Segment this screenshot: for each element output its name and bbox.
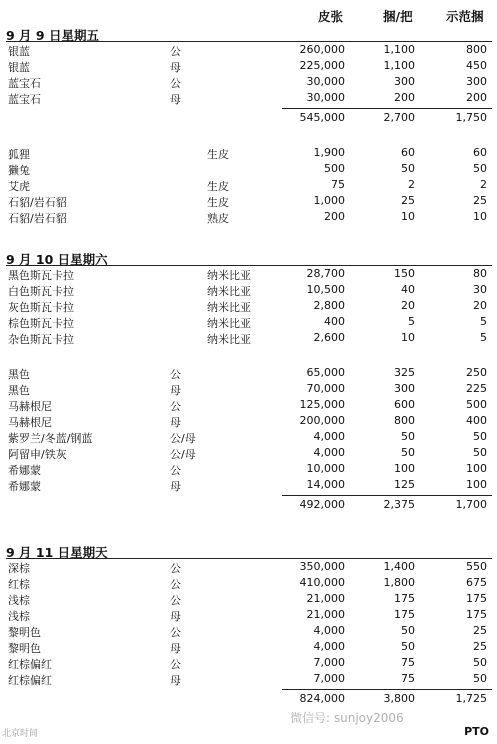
- watermark-text: 微信号: sunjoy2006: [290, 711, 404, 725]
- show-bundles-value: 80: [473, 267, 487, 280]
- table-row: [0, 59, 497, 74]
- pelts-value: 125,000: [299, 398, 345, 411]
- table-row: [0, 210, 497, 225]
- bundles-value: 25: [401, 194, 415, 207]
- pelts-value: 4,000: [313, 446, 345, 459]
- pelts-value: 70,000: [306, 382, 345, 395]
- bundles-value: 2: [408, 178, 415, 191]
- day-header-rule: [6, 265, 492, 266]
- pelts-value: 10,000: [306, 462, 345, 475]
- fur-type-name: 獭兔: [8, 164, 30, 177]
- bundles-value: 300: [394, 75, 415, 88]
- fur-type-name: 深棕: [8, 562, 30, 575]
- bundles-value: 1,800: [383, 576, 415, 589]
- total-show-bundles: 1,725: [455, 692, 487, 705]
- total-rule: [282, 495, 492, 496]
- table-row: [0, 640, 497, 655]
- pelts-value: 21,000: [306, 608, 345, 621]
- fur-type-name: 马赫根尼: [8, 400, 52, 413]
- show-bundles-value: 30: [473, 283, 487, 296]
- total-rule: [282, 108, 492, 109]
- bundles-value: 200: [394, 91, 415, 104]
- sex-label: 公/母: [170, 432, 196, 445]
- show-bundles-value: 10: [473, 210, 487, 223]
- table-row: [0, 478, 497, 493]
- bundles-value: 50: [401, 624, 415, 637]
- pelts-value: 4,000: [313, 640, 345, 653]
- show-bundles-value: 800: [466, 43, 487, 56]
- pelts-value: 2,600: [313, 331, 345, 344]
- show-bundles-value: 175: [466, 592, 487, 605]
- pelts-value: 7,000: [313, 656, 345, 669]
- show-bundles-value: 100: [466, 462, 487, 475]
- fur-type-name: 浅棕: [8, 610, 30, 623]
- show-bundles-value: 50: [473, 162, 487, 175]
- pelts-value: 4,000: [313, 430, 345, 443]
- table-row: [0, 283, 497, 298]
- sex-label: 母: [170, 416, 181, 429]
- fur-type-name: 艾虎: [8, 180, 30, 193]
- pelt-type-label: 纳米比亚: [207, 269, 251, 282]
- sex-label: 母: [170, 642, 181, 655]
- show-bundles-value: 100: [466, 478, 487, 491]
- total-row: [0, 692, 497, 707]
- pelts-value: 65,000: [306, 366, 345, 379]
- day-header: 9 月 10 日星期六: [6, 252, 108, 267]
- sex-label: 公/母: [170, 448, 196, 461]
- pelts-value: 225,000: [299, 59, 345, 72]
- footer-mark: 北京时间: [2, 729, 39, 739]
- table-row: [0, 194, 497, 209]
- pelts-value: 21,000: [306, 592, 345, 605]
- show-bundles-value: 50: [473, 446, 487, 459]
- table-row: [0, 146, 497, 161]
- table-row: [0, 446, 497, 461]
- pelts-value: 500: [324, 162, 345, 175]
- total-bundles: 2,375: [383, 498, 415, 511]
- fur-type-name: 蓝宝石: [8, 93, 41, 106]
- show-bundles-value: 60: [473, 146, 487, 159]
- table-row: [0, 576, 497, 591]
- total-show-bundles: 1,750: [455, 111, 487, 124]
- table-row: [0, 315, 497, 330]
- show-bundles-value: 25: [473, 640, 487, 653]
- bundles-value: 50: [401, 640, 415, 653]
- bundles-value: 325: [394, 366, 415, 379]
- sex-label: 母: [170, 384, 181, 397]
- fur-type-name: 马赫根尼: [8, 416, 52, 429]
- table-row: [0, 414, 497, 429]
- fur-type-name: 红棕偏红: [8, 658, 52, 671]
- table-row: [0, 91, 497, 106]
- fur-type-name: 石貂/岩石貂: [8, 212, 67, 225]
- fur-type-name: 白色斯瓦卡拉: [8, 285, 74, 298]
- total-bundles: 3,800: [383, 692, 415, 705]
- pto-label: PTO: [464, 725, 489, 738]
- fur-type-name: 黑色: [8, 384, 30, 397]
- bundles-value: 175: [394, 592, 415, 605]
- table-row: [0, 43, 497, 58]
- show-bundles-value: 225: [466, 382, 487, 395]
- pelts-value: 1,000: [313, 194, 345, 207]
- pelt-type-label: 生皮: [207, 196, 229, 209]
- pelts-value: 200: [324, 210, 345, 223]
- table-row: [0, 267, 497, 282]
- fur-type-name: 银蓝: [8, 61, 30, 74]
- day-header: 9 月 11 日星期天: [6, 545, 108, 560]
- show-bundles-value: 5: [480, 331, 487, 344]
- bundles-value: 40: [401, 283, 415, 296]
- fur-type-name: 灰色斯瓦卡拉: [8, 301, 74, 314]
- sex-label: 公: [170, 594, 181, 607]
- table-row: [0, 178, 497, 193]
- table-row: [0, 430, 497, 445]
- total-row: [0, 498, 497, 513]
- pelts-value: 7,000: [313, 672, 345, 685]
- pelts-value: 410,000: [299, 576, 345, 589]
- sex-label: 公: [170, 77, 181, 90]
- table-row: [0, 398, 497, 413]
- pelt-type-label: 纳米比亚: [207, 317, 251, 330]
- pelts-value: 1,900: [313, 146, 345, 159]
- fur-type-name: 银蓝: [8, 45, 30, 58]
- show-bundles-value: 2: [480, 178, 487, 191]
- fur-type-name: 棕色斯瓦卡拉: [8, 317, 74, 330]
- bundles-value: 10: [401, 210, 415, 223]
- bundles-value: 300: [394, 382, 415, 395]
- fur-type-name: 红棕偏红: [8, 674, 52, 687]
- total-pelts: 492,000: [299, 498, 345, 511]
- pelts-value: 2,800: [313, 299, 345, 312]
- show-bundles-value: 50: [473, 430, 487, 443]
- show-bundles-value: 25: [473, 624, 487, 637]
- pelts-value: 14,000: [306, 478, 345, 491]
- fur-type-name: 希娜蒙: [8, 480, 41, 493]
- pelts-value: 400: [324, 315, 345, 328]
- pelts-value: 200,000: [299, 414, 345, 427]
- pelt-type-label: 熟皮: [207, 212, 229, 225]
- bundles-value: 600: [394, 398, 415, 411]
- sex-label: 公: [170, 562, 181, 575]
- day-header-rule: [6, 41, 492, 42]
- fur-type-name: 希娜蒙: [8, 464, 41, 477]
- pelts-value: 30,000: [306, 91, 345, 104]
- show-bundles-value: 20: [473, 299, 487, 312]
- bundles-value: 20: [401, 299, 415, 312]
- sex-label: 公: [170, 368, 181, 381]
- table-row: [0, 382, 497, 397]
- table-row: [0, 462, 497, 477]
- pelts-value: 30,000: [306, 75, 345, 88]
- show-bundles-value: 25: [473, 194, 487, 207]
- show-bundles-value: 500: [466, 398, 487, 411]
- fur-type-name: 蓝宝石: [8, 77, 41, 90]
- table-row: [0, 75, 497, 90]
- show-bundles-value: 5: [480, 315, 487, 328]
- fur-type-name: 黎明色: [8, 626, 41, 639]
- bundles-value: 75: [401, 656, 415, 669]
- bundles-value: 175: [394, 608, 415, 621]
- bundles-value: 50: [401, 162, 415, 175]
- fur-type-name: 黑色斯瓦卡拉: [8, 269, 74, 282]
- total-bundles: 2,700: [383, 111, 415, 124]
- sex-label: 公: [170, 45, 181, 58]
- bundles-value: 10: [401, 331, 415, 344]
- pelt-type-label: 生皮: [207, 148, 229, 161]
- pelt-type-label: 生皮: [207, 180, 229, 193]
- table-row: [0, 624, 497, 639]
- bundles-value: 1,100: [383, 59, 415, 72]
- pelts-value: 350,000: [299, 560, 345, 573]
- pelt-type-label: 纳米比亚: [207, 285, 251, 298]
- bundles-value: 100: [394, 462, 415, 475]
- sex-label: 公: [170, 464, 181, 477]
- column-header-shows: 示范捆: [446, 9, 484, 24]
- sex-label: 母: [170, 610, 181, 623]
- show-bundles-value: 675: [466, 576, 487, 589]
- show-bundles-value: 200: [466, 91, 487, 104]
- pelt-type-label: 纳米比亚: [207, 333, 251, 346]
- table-row: [0, 162, 497, 177]
- bundles-value: 1,400: [383, 560, 415, 573]
- table-row: [0, 656, 497, 671]
- sex-label: 母: [170, 93, 181, 106]
- pelts-value: 75: [331, 178, 345, 191]
- pelts-value: 260,000: [299, 43, 345, 56]
- fur-type-name: 紫罗兰/冬蓝/钢蓝: [8, 432, 93, 445]
- sex-label: 母: [170, 61, 181, 74]
- bundles-value: 50: [401, 446, 415, 459]
- pelt-type-label: 纳米比亚: [207, 301, 251, 314]
- fur-type-name: 黎明色: [8, 642, 41, 655]
- sex-label: 母: [170, 674, 181, 687]
- sex-label: 公: [170, 626, 181, 639]
- bundles-value: 125: [394, 478, 415, 491]
- show-bundles-value: 550: [466, 560, 487, 573]
- bundles-value: 800: [394, 414, 415, 427]
- day-header-rule: [6, 558, 492, 559]
- bundles-value: 150: [394, 267, 415, 280]
- show-bundles-value: 50: [473, 656, 487, 669]
- show-bundles-value: 175: [466, 608, 487, 621]
- sex-label: 公: [170, 658, 181, 671]
- fur-type-name: 阿留申/铁灰: [8, 448, 67, 461]
- show-bundles-value: 400: [466, 414, 487, 427]
- show-bundles-value: 50: [473, 672, 487, 685]
- fur-type-name: 石貂/岩石貂: [8, 196, 67, 209]
- sex-label: 公: [170, 400, 181, 413]
- total-pelts: 824,000: [299, 692, 345, 705]
- fur-type-name: 红棕: [8, 578, 30, 591]
- bundles-value: 5: [408, 315, 415, 328]
- total-rule: [282, 689, 492, 690]
- pelts-value: 4,000: [313, 624, 345, 637]
- bundles-value: 75: [401, 672, 415, 685]
- fur-type-name: 杂色斯瓦卡拉: [8, 333, 74, 346]
- total-show-bundles: 1,700: [455, 498, 487, 511]
- sex-label: 母: [170, 480, 181, 493]
- pelts-value: 10,500: [306, 283, 345, 296]
- table-row: [0, 672, 497, 687]
- fur-type-name: 黑色: [8, 368, 30, 381]
- table-row: [0, 592, 497, 607]
- table-row: [0, 299, 497, 314]
- show-bundles-value: 450: [466, 59, 487, 72]
- sex-label: 公: [170, 578, 181, 591]
- pelts-value: 28,700: [306, 267, 345, 280]
- fur-type-name: 狐狸: [8, 148, 30, 161]
- show-bundles-value: 300: [466, 75, 487, 88]
- show-bundles-value: 250: [466, 366, 487, 379]
- total-pelts: 545,000: [299, 111, 345, 124]
- table-row: [0, 560, 497, 575]
- day-header: 9 月 9 日星期五: [6, 28, 99, 43]
- total-row: [0, 111, 497, 126]
- bundles-value: 1,100: [383, 43, 415, 56]
- table-row: [0, 331, 497, 346]
- bundles-value: 60: [401, 146, 415, 159]
- table-row: [0, 608, 497, 623]
- bundles-value: 50: [401, 430, 415, 443]
- column-header-bundles: 捆/把: [383, 9, 413, 24]
- column-header-pelts: 皮张: [318, 9, 344, 24]
- table-row: [0, 366, 497, 381]
- fur-type-name: 浅棕: [8, 594, 30, 607]
